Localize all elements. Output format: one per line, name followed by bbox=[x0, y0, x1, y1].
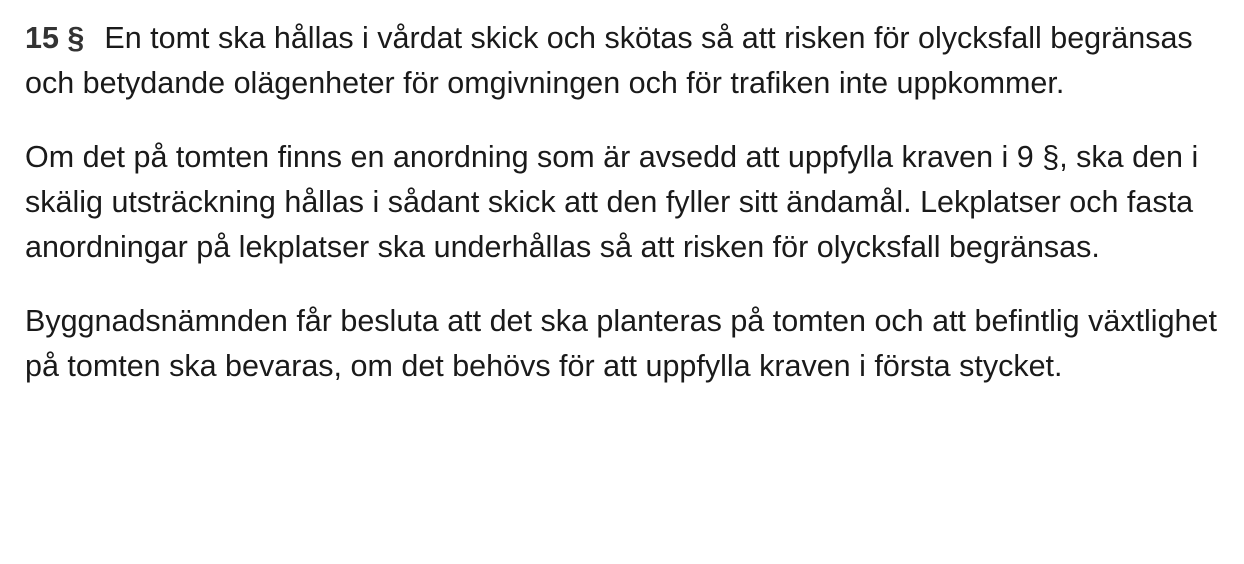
paragraph-2-text: Om det på tomten finns en anordning som är avsedd att uppfylla kraven i 9 §, ska den i skälig utsträckning hållas i sådant skick att den fyller sitt ändamål. Lekplatser och fasta anordningar på lekplatser ska underhållas så att risken för olycksfall begränsas. bbox=[25, 140, 1199, 264]
paragraph-3-text: Byggnadsnämnden får besluta att det ska planteras på tomten och att befintlig växtlighet på tomten ska bevaras, om det behövs för att uppfylla kraven i första stycket. bbox=[25, 304, 1217, 383]
section-paragraph-2 bbox=[25, 135, 1225, 270]
section-paragraph-3 bbox=[25, 299, 1225, 389]
statute-section bbox=[25, 16, 1225, 418]
section-number: 15 § bbox=[25, 21, 85, 55]
paragraph-1-text: En tomt ska hållas i vårdat skick och skötas så att risken för olycksfall begränsas och betydande olägenheter för omgivningen och för trafiken inte uppkommer. bbox=[25, 21, 1193, 100]
section-paragraph-1 bbox=[25, 16, 1225, 106]
